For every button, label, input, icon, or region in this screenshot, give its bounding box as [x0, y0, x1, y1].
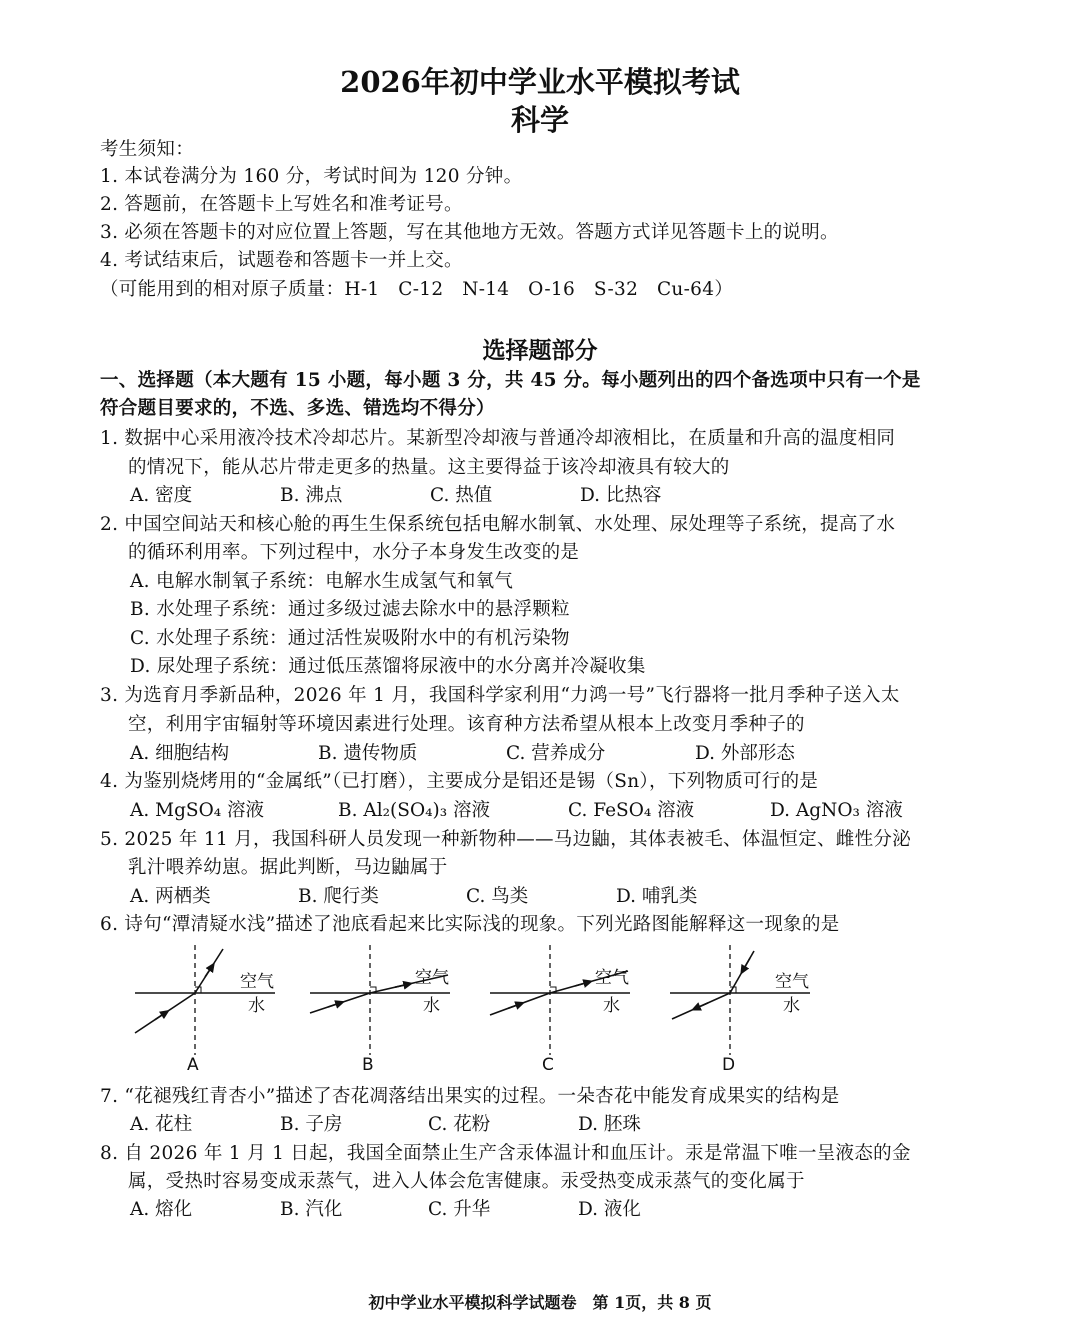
option-a: A. MgSO₄ 溶液	[130, 800, 265, 821]
question-2-stem: 2. 中国空间站天和核心舱的再生生保系统包括电解水制氧、水处理、尿处理等子系统，提高了水	[100, 514, 896, 535]
option-c: C. 升华	[428, 1199, 491, 1220]
option-b: B. 遗传物质	[318, 743, 418, 764]
option-c: C. 花粉	[428, 1114, 491, 1135]
option-d: D. 尿处理子系统：通过低压蒸馏将尿液中的水分离并冷凝收集	[130, 656, 646, 677]
option-b: B. 汽化	[280, 1199, 343, 1220]
option-c: C. FeSO₄ 溶液	[568, 800, 695, 821]
notice-heading: 考生须知：	[100, 139, 195, 160]
option-b: B. Al₂(SO₄)₃ 溶液	[338, 800, 491, 821]
option-a: A. 电解水制氧子系统：电解水生成氢气和氧气	[130, 571, 514, 592]
option-d: D. AgNO₃ 溶液	[770, 800, 903, 821]
option-d: D. 外部形态	[695, 743, 795, 764]
option-b: B. 水处理子系统：通过多级过滤去除水中的悬浮颗粒	[130, 599, 570, 620]
question-8-stem: 8. 自 2026 年 1 月 1 日起，我国全面禁止生产含汞体温计和血压计。汞是常温下唯一呈液态的金	[100, 1143, 911, 1164]
option-a: A. 花柱	[130, 1114, 193, 1135]
option-d: D. 胚珠	[578, 1114, 641, 1135]
diagram-label-b: B	[362, 1055, 374, 1075]
option-d: D. 液化	[578, 1199, 641, 1220]
page-footer: 初中学业水平模拟科学试题卷 第 1页，共 8 页	[368, 1293, 712, 1312]
question-7-stem: 7. “花褪残红青杏小”描述了杏花凋落结出果实的过程。一朵杏花中能发育成果实的结构是	[100, 1086, 840, 1107]
atomic-mass-note: （可能用到的相对原子质量：H-1 C-12 N-14 O-16 S-32 Cu-64）	[100, 279, 734, 300]
exam-title: 2026年初中学业水平模拟考试	[340, 65, 740, 99]
question-3-stem: 空，利用宇宙辐射等环境因素进行处理。该育种方法希望从根本上改变月季种子的	[128, 714, 805, 735]
option-b: B. 爬行类	[298, 886, 379, 907]
option-d: D. 哺乳类	[616, 886, 698, 907]
question-3-stem: 3. 为选育月季新品种，2026 年 1 月，我国科学家利用“力鸿一号”飞行器将一批月季种子送入太	[100, 685, 900, 706]
question-8-stem: 属，受热时容易变成汞蒸气，进入人体会危害健康。汞受热变成汞蒸气的变化属于	[128, 1171, 805, 1192]
notice-item: 1. 本试卷满分为 160 分，考试时间为 120 分钟。	[100, 166, 523, 187]
diagram-d	[670, 945, 810, 1075]
question-1-stem: 的情况下，能从芯片带走更多的热量。这主要得益于该冷却液具有较大的	[128, 457, 730, 478]
water-label: 水	[423, 996, 440, 1016]
section-instruction: 一、选择题（本大题有 15 小题，每小题 3 分，共 45 分。每小题列出的四个备选项中只有一个是	[100, 370, 921, 391]
question-4-stem: 4. 为鉴别烧烤用的“金属纸”（已打磨），主要成分是铝还是锡（Sn），下列物质可行的是	[100, 771, 819, 792]
light-path-diagrams	[125, 935, 845, 1075]
section-title: 选择题部分	[482, 337, 598, 364]
air-label: 空气	[240, 972, 274, 992]
option-b: B. 子房	[280, 1114, 343, 1135]
water-label: 水	[783, 996, 800, 1016]
diagram-c	[490, 945, 630, 1075]
diagram-b	[310, 945, 450, 1075]
question-6-stem: 6. 诗句“潭清疑水浅”描述了池底看起来比实际浅的现象。下列光路图能解释这一现象的是	[100, 914, 840, 935]
option-a: A. 密度	[130, 485, 193, 506]
question-2-stem: 的循环利用率。下列过程中，水分子本身发生改变的是	[128, 542, 580, 563]
air-label: 空气	[415, 968, 449, 988]
water-label: 水	[248, 996, 265, 1016]
notice-item: 2. 答题前，在答题卡上写姓名和准考证号。	[100, 194, 463, 215]
diagram-label-c: C	[542, 1055, 554, 1075]
subject-title: 科学	[510, 103, 569, 137]
question-5-stem: 乳汁喂养幼崽。据此判断，马边鼬属于	[128, 857, 448, 878]
question-5-stem: 5. 2025 年 11 月，我国科研人员发现一种新物种——马边鼬，其体表被毛、体温恒定、雌性分泌	[100, 829, 911, 850]
water-label: 水	[603, 996, 620, 1016]
diagram-a	[135, 945, 275, 1075]
notice-item: 3. 必须在答题卡的对应位置上答题，写在其他地方无效。答题方式详见答题卡上的说明。	[100, 222, 839, 243]
diagram-label-d: D	[722, 1055, 736, 1075]
section-instruction: 符合题目要求的，不选、多选、错选均不得分）	[100, 398, 495, 419]
air-label: 空气	[775, 972, 809, 992]
option-c: C. 鸟类	[466, 886, 529, 907]
option-a: A. 细胞结构	[130, 743, 230, 764]
option-c: C. 水处理子系统：通过活性炭吸附水中的有机污染物	[130, 628, 570, 649]
option-c: C. 营养成分	[506, 743, 606, 764]
option-b: B. 沸点	[280, 485, 343, 506]
air-label: 空气	[595, 968, 629, 988]
notice-item: 4. 考试结束后，试题卷和答题卡一并上交。	[100, 250, 463, 271]
option-d: D. 比热容	[580, 485, 662, 506]
option-a: A. 熔化	[130, 1199, 193, 1220]
diagram-label-a: A	[187, 1055, 199, 1075]
option-c: C. 热值	[430, 485, 493, 506]
question-1-stem: 1. 数据中心采用液冷技术冷却芯片。某新型冷却液与普通冷却液相比，在质量和升高的温度相同	[100, 428, 896, 449]
option-a: A. 两栖类	[130, 886, 211, 907]
